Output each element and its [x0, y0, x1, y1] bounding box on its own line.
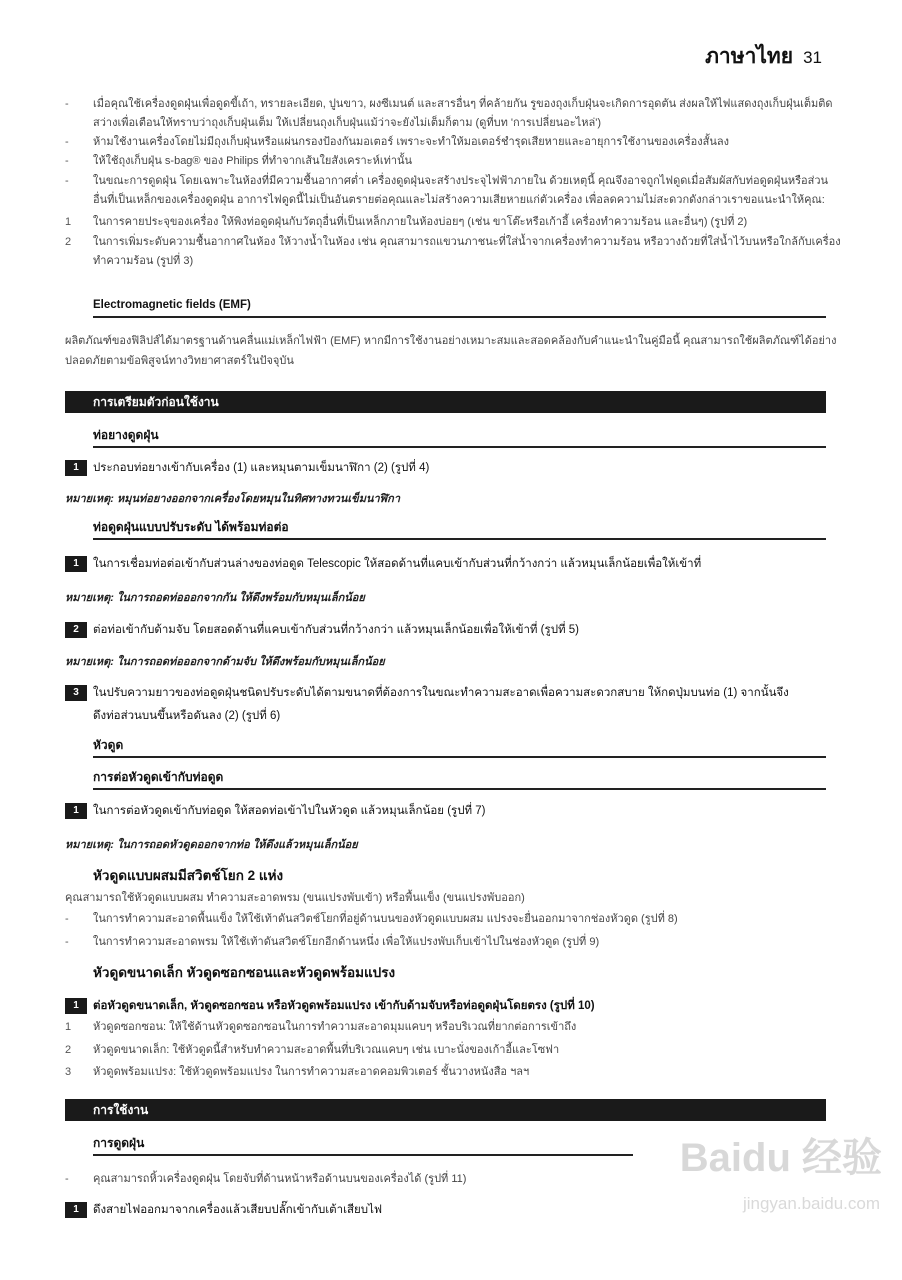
vacuuming-heading: การดูดฝุ่น [93, 1136, 633, 1156]
note: หมายเหตุ: หมุนท่อยางออกจากเครื่องโดยหมุนในทิศทางทวนเข็มนาฬิกา [65, 493, 401, 505]
list-number: 1 [65, 1021, 72, 1033]
hose-heading: ท่อยางดูดฝุ่น [93, 428, 826, 448]
list-item: ห้ามใช้งานเครื่องโดยไม่มีถุงเก็บฝุ่นหรือแผ่นกรองป้องกันมอเตอร์ เพราะจะทำให้มอเตอร์ชำรุดเสียหายและอายุการใช้งานของเครื่องสั้นลง [93, 136, 729, 148]
step-number: 1 [65, 556, 87, 572]
step-number: 1 [65, 1202, 87, 1218]
step-item: 1 ประกอบท่อยางเข้ากับเครื่อง (1) และหมุนตามเข็มนาฬิกา (2) (รูปที่ 4) [65, 460, 429, 477]
section-bar-usage: การใช้งาน [65, 1099, 826, 1121]
list-item: ในการเพิ่มระดับความชื้นอากาศในห้อง ให้วางน้ำในห้อง เช่น คุณสามารถแขวนภาชนะที่ใส่น้ำจากเครื่องทำความร้อน หรือวางถ้วยที่ใส่น้ำไว้บนหรือใกล้กับเครื่อง [93, 236, 841, 248]
nozzle-heading: หัวดูด [93, 738, 826, 758]
tube-heading: ท่อดูดฝุ่นแบบปรับระดับ ได้พร้อมท่อต่อ [93, 520, 826, 540]
step-number: 2 [65, 622, 87, 638]
list-item: เมื่อคุณใช้เครื่องดูดฝุ่นเพื่อดูดขี้เถ้า, ทรายละเอียด, ปูนขาว, ผงซีเมนต์ และสารอื่นๆ ที่คล้ายกัน รูของถุงเก็บฝุ่นจะเกิดการอุดตัน ส่งผลให้ไฟแสดงถุงเก็บฝุ่นเต็มติด [93, 98, 833, 110]
step-item: 1 ต่อหัวดูดขนาดเล็ก, หัวดูดซอกซอน หรือหัวดูดพร้อมแปรง เข้ากับด้ามจับหรือท่อดูดฝุ่นโดยตรง (รูปที่ 10) [65, 998, 595, 1015]
bullet-dash: - [65, 98, 69, 110]
list-item-cont: สว่างเพื่อเตือนให้ทราบว่าถุงเก็บฝุ่นเต็ม ให้เปลี่ยนถุงเก็บฝุ่นแม้ว่าจะยังไม่เต็มก็ตาม (ดูที่บท 'การเปลี่ยนอะไหล่') [93, 117, 601, 129]
list-number: 2 [65, 236, 72, 248]
header-title: ภาษาไทย [705, 45, 794, 68]
watermark-url: jingyan.baidu.com [742, 1194, 880, 1213]
list-item: คุณสามารถหิ้วเครื่องดูดฝุ่น โดยจับที่ด้านหน้าหรือด้านบนของเครื่องได้ (รูปที่ 11) [93, 1173, 467, 1185]
list-item: หัวดูดพร้อมแปรง: ใช้หัวดูดพร้อมแปรง ในการทำความสะอาดคอมพิวเตอร์ ชั้นวางหนังสือ ฯลฯ [93, 1066, 530, 1078]
bullet-dash: - [65, 936, 69, 948]
list-number: 3 [65, 1066, 72, 1078]
bullet-dash: - [65, 155, 69, 167]
note: หมายเหตุ: ในการถอดหัวดูดออกจากท่อ ให้ดึงแล้วหมุนเล็กน้อย [65, 839, 358, 851]
list-item: ในการทำความสะอาดพื้นแข็ง ให้ใช้เท้าดันสวิตช์โยกที่อยู่ด้านบนของหัวดูดแบบผสม แปรงจะยื่นออกมาจากช่องหัวดูด (รูปที่ 8) [93, 913, 678, 925]
note: หมายเหตุ: ในการถอดท่อออกจากด้ามจับ ให้ดึงพร้อมกับหมุนเล็กน้อย [65, 656, 385, 668]
connect-heading: การต่อหัวดูดเข้ากับท่อดูด [93, 770, 826, 790]
small-nozzle-heading: หัวดูดขนาดเล็ก หัวดูดซอกซอนและหัวดูดพร้อมแปรง [93, 965, 396, 980]
bullet-dash: - [65, 136, 69, 148]
bullet-dash: - [65, 913, 69, 925]
emf-heading: Electromagnetic fields (EMF) [93, 298, 826, 318]
step-number: 1 [65, 998, 87, 1014]
list-item-cont: ทำความร้อน (รูปที่ 3) [93, 255, 194, 267]
list-item-cont: อื่นที่เป็นเหล็กของเครื่องดูดฝุ่น อาการไฟดูดนี้ไม่เป็นอันตรายต่อคุณและไม่สร้างความเสียหายแก่ตัวเครื่อง เพื่อลดความไม่สะดวกดังกล่าวเราขอแนะนำให้คุณ: [93, 194, 825, 206]
list-item: หัวดูดขนาดเล็ก: ใช้หัวดูดนี้สำหรับทำความสะอาดพื้นที่บริเวณแคบๆ เช่น เบาะนั่งของเก้าอี้และโซฟา [93, 1044, 560, 1056]
bullet-dash: - [65, 1173, 69, 1185]
list-item: ให้ใช้ถุงเก็บฝุ่น s-bag® ของ Philips ที่ทำจากเส้นใยสังเคราะห์เท่านั้น [93, 155, 413, 167]
page-number: 31 [803, 48, 822, 67]
page-header [705, 44, 822, 71]
list-item: ในขณะการดูดฝุ่น โดยเฉพาะในห้องที่มีความชื้นอากาศต่ำ เครื่องดูดฝุ่นจะสร้างประจุไฟฟ้าภายใน ด้วยเหตุนี้ คุณจึงอาจถูกไฟดูดเมื่อสัมผัสกับท่อดูดฝุ่นหรือส่วน [93, 175, 829, 187]
section-bar-preparation: การเตรียมตัวก่อนใช้งาน [65, 391, 826, 413]
list-number: 1 [65, 216, 72, 228]
step-item: 1 ในการเชื่อมท่อต่อเข้ากับส่วนล่างของท่อดูด Telescopic ให้สอดด้านที่แคบเข้ากับส่วนที่กว้างกว่า แล้วหมุนเล็กน้อยเพื่อให้เข้าที่ [65, 556, 701, 573]
combi-text: คุณสามารถใช้หัวดูดแบบผสม ทำความสะอาดพรม (ขนแปรงพับเข้า) หรือพื้นแข็ง (ขนแปรงพับออก) [65, 892, 525, 904]
bullet-dash: - [65, 175, 69, 187]
step-number: 1 [65, 803, 87, 819]
combi-heading: หัวดูดแบบผสมมีสวิตช์โยก 2 แห่ง [93, 868, 284, 883]
list-item: ในการทำความสะอาดพรม ให้ใช้เท้าดันสวิตช์โยกอีกด้านหนึ่ง เพื่อให้แปรงพับเก็บเข้าไปในช่องหัวดูด (รูปที่ 9) [93, 936, 600, 948]
emf-text: ปลอดภัยตามข้อพิสูจน์ทางวิทยาศาสตร์ในปัจจุบัน [65, 355, 294, 367]
step-number: 1 [65, 460, 87, 476]
step-item: 2 ต่อท่อเข้ากับด้ามจับ โดยสอดด้านที่แคบเข้ากับส่วนที่กว้างกว่า แล้วหมุนเล็กน้อยเพื่อให้เข้าที่ (รูปที่ 5) [65, 622, 579, 639]
watermark-logo: Baidu 经验 [679, 1136, 882, 1180]
step-item: 1 ในการต่อหัวดูดเข้ากับท่อดูด ให้สอดท่อเข้าไปในหัวดูด แล้วหมุนเล็กน้อย (รูปที่ 7) [65, 803, 486, 820]
list-item: หัวดูดซอกซอน: ให้ใช้ด้านหัวดูดซอกซอนในการทำความสะอาดมุมแคบๆ หรือบริเวณที่ยากต่อการเข้าถึง [93, 1021, 577, 1033]
step-item-cont: ดึงท่อส่วนบนขึ้นหรือดันลง (2) (รูปที่ 6) [93, 710, 281, 722]
list-number: 2 [65, 1044, 72, 1056]
step-number: 3 [65, 685, 87, 701]
emf-text: ผลิตภัณฑ์ของฟิลิปส์ได้มาตรฐานด้านคลื่นแม่เหล็กไฟฟ้า (EMF) หากมีการใช้งานอย่างเหมาะสมและสอดคล้องกับคำแนะนำในคู่มือนี้ คุณสามารถใช้ผลิตภัณฑ์ได้อย่าง [65, 335, 837, 347]
step-item: 3 ในปรับความยาวของท่อดูดฝุ่นชนิดปรับระดับได้ตามขนาดที่ต้องการในขณะทำความสะอาดเพื่อความสะดวกสบาย ให้กดปุ่มบนท่อ (1) จากนั้นจึง [65, 685, 789, 702]
step-item: 1 ดึงสายไฟออกมาจากเครื่องแล้วเสียบปลั๊กเข้ากับเต้าเสียบไฟ [65, 1202, 382, 1219]
list-item: ในการคายประจุของเครื่อง ให้พิงท่อดูดฝุ่นกับวัตถุอื่นที่เป็นเหล็กภายในห้องบ่อยๆ (เช่น ขาโต๊ะหรือเก้าอี้ เครื่องทำความร้อน และอื่นๆ) (รูปที่ 2) [93, 216, 748, 228]
note: หมายเหตุ: ในการถอดท่อออกจากกัน ให้ดึงพร้อมกับหมุนเล็กน้อย [65, 592, 365, 604]
